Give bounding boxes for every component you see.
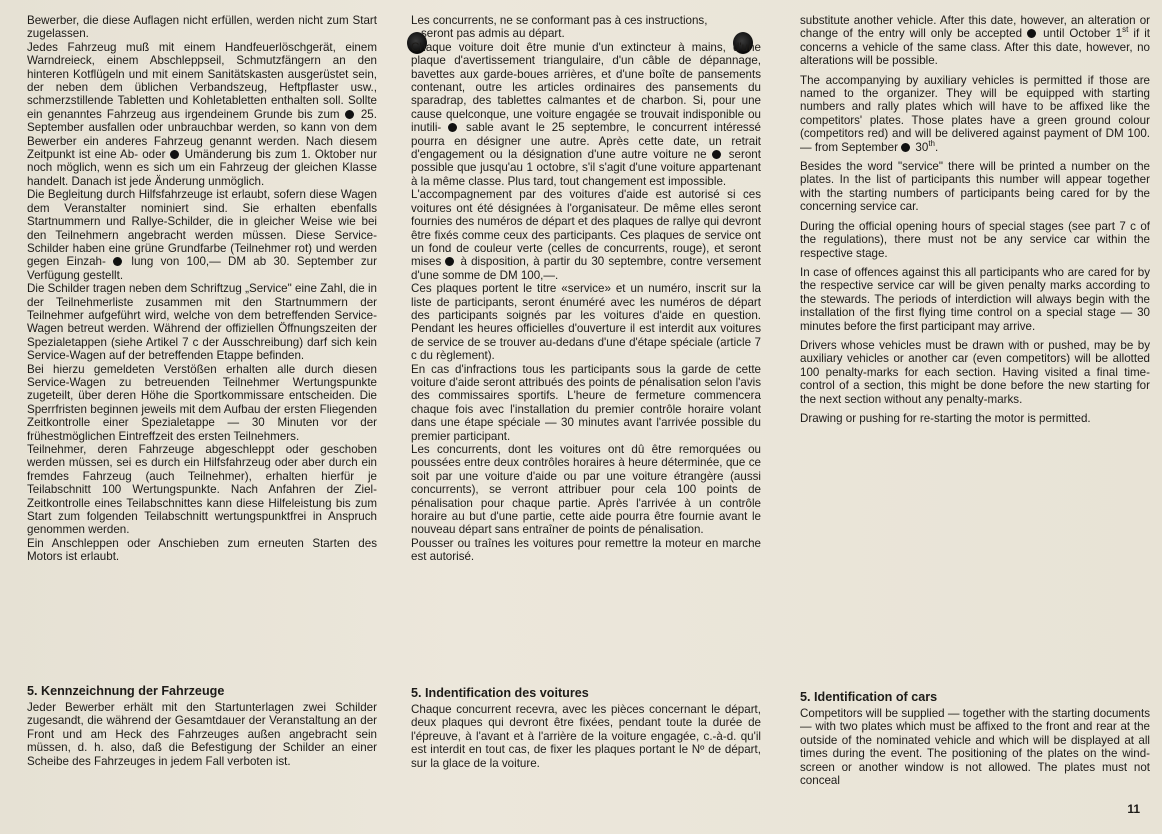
bullet-icon [448, 123, 457, 132]
page-number: 11 [1127, 802, 1140, 816]
paragraph: L'accompagnement par des voitures d'aide est autorisé si ces voitures ont été désignées à l'organisateur. De même elles seront fournies des numéros de départ et des plaques de rallye qui devront être fixés comme ceux des participants. Ces plaques de service ont un fond de couleur verte (celles de concurrents, rouge), et seront mises à disposition, à partir du 30 septembre, contre versement d'une somme de DM 100,—. [411, 188, 761, 282]
paragraph: Jedes Fahrzeug muß mit einem Handfeuerlöschgerät, einem Warndreieck, einem Abschleppseil, Schmutzfängern an den hinteren Kotflügeln und mit einem Sanitätskasten ausgerüstet sein, der neben dem üblichen Verbandszeug, Heftpflaster usw., schmerzstillende Tabletten und Kohletabletten enthalten soll. Sollte ein genanntes Fahrzeug aus irgendeinem Grunde bis zum 25. September ausfallen oder unbrauchbar werden, so kann von dem Bewerber ein anderes Fahrzeug genannt werden. Nach diesem Zeitpunkt ist eine Ab- oder Umänderung bis zum 1. Oktober nur noch möglich, wenn es sich um ein Fahrzeug der gleichen Klasse handelt. Danach ist jede Änderung unmöglich. [27, 40, 377, 188]
paragraph: substitute another vehicle. After this date, however, an alteration or change of the entry will only be accepted until October 1st if it concerns a vehicle of the same class. After this date, however, no alterations will be possible. [800, 14, 1150, 68]
paragraph: Drivers whose vehicles must be drawn with or pushed, may be by auxiliary vehicles or another car (even competitors) will be allotted 100 penalty-marks for each section. Having visited a final time-control of a section, this might be done before the new starting for the next section without any penalty-marks. [800, 338, 1150, 406]
bullet-icon [113, 257, 122, 266]
paragraph: In case of offences against this all participants who are cared for by the respective service car will be given penalty marks according to the stewards. The periods of interdiction will always begin with the installation of the first flying time control on a special stage — 30 minutes before the first participant may arrive. [800, 265, 1150, 333]
paragraph: Besides the word "service" there will be printed a number on the plates. In the list of participants this number will appear together with the starting numbers of participants being cared for by the concerning service car. [800, 160, 1150, 214]
section-text: Competitors will be supplied — together with the starting documents — with two plates which must be affixed to the front and rear at the outside of the nominated vehicle and which will be displayed at all times during the event. The positioning of the plates on the wind-screen or another window is not allowed. The plates must not conceal [800, 707, 1150, 788]
paragraph: Die Schilder tragen neben dem Schriftzug „Service" eine Zahl, die in der Teilnehmerliste zusammen mit den Startnummern der Teilnehmer aufgeführt wird, welche von dem betreffenden Service-Wagen betreut werden. Während der offiziellen Öffnungszeiten der Spezialetappen (siehe Artikel 7 c der Ausschreibung) darf sich kein Service-Wagen auf der betreffenden Etappe befinden. [27, 282, 377, 363]
bullet-icon [712, 150, 721, 159]
paragraph: Die Begleitung durch Hilfsfahrzeuge ist erlaubt, sofern diese Wagen dem Veranstalter nominiert sind. Sie erhalten ebenfalls Startnummern und Rallye-Schilder, die in gleicher Weise wie bei den Teilnehmern angebracht werden müssen. Diese Service-Schilder haben eine grüne Grundfarbe (Teilnehmer rot) und werden gegen Einzah- lung von 100,— DM ab 30. September zur Verfügung gestellt. [27, 188, 377, 282]
column-french [411, 14, 761, 564]
bullet-icon [1027, 29, 1036, 38]
column-german [27, 14, 377, 564]
paragraph: Pousser ou traînes les voitures pour remettre la moteur en marche est autorisé. [411, 536, 761, 564]
paragraph: Teilnehmer, deren Fahrzeuge abgeschleppt oder geschoben werden müssen, sei es durch ein Hilfsfahrzeug oder aber durch ein fremdes Fahrzeug (auch Teilnehmer), erhalten hierfür je Teilabschnitt 100 Wertungspunkte. Nach Anfahren der Ziel-Zeitkontrolle eines Teilabschnittes kann diese Hilfeleistung bis zum Start zum folgenden Teilabschnitt wertungspunktfrei in Anspruch genommen werden. [27, 443, 377, 537]
paragraph: The accompanying by auxiliary vehicles is permitted if those are named to the organizer. They will be equipped with starting numbers and rally plates which will have to be affixed like the competitors' plates. Those plates have a green ground colour (competitors red) and will be delivered against payment of DM 100.— from September 30th. [800, 73, 1150, 154]
section-text: Chaque concurrent recevra, avec les pièces concernant le départ, deux plaques qui devront être fixées, pendant toute la durée de l'épreuve, à l'avant et à l'arrière de la voiture engagée, c.-à-d. qu'il est interdit en tout cas, de fixer les plaques portant le Nº de départ, sur la glace de la voiture. [411, 703, 761, 770]
paragraph: En cas d'infractions tous les participants sous la garde de cette voiture d'aide seront attribués des points de pénalisation selon l'avis des commissaires sportifs. L'heure de fermeture commencera chaque fois avec l'installation du premier contrôle horaire volant dans une étape spéciale — 30 minutes avant l'arrivée possible du premier participant. [411, 362, 761, 443]
bullet-icon [901, 143, 910, 152]
paragraph: Chaque voiture doit être munie d'un extincteur à mains, d'une plaque d'avertissement triangulaire, d'un câble de dépannage, bavettes aux garde-boues arrières, et d'une boîte de pansements contenant, outre les articles ordinaires des pansements du sparadrap, des tablettes calmantes et de charbon. Si, pour une cause quelconque, une voiture engagée se trouvait indisponible ou inutili- sable avant le 25 septembre, le concurrent intéressé pourra en désigner une autre. Après cette date, un retrait d'engagement ou la désignation d'une autre voiture ne seront possible que jusqu'au 1 octobre, s'il s'agit d'une voiture appartenant à la même classe. Plus tard, tout changement est impossible. [411, 40, 761, 188]
section-french [411, 686, 761, 770]
section-heading: 5. Indentification des voitures [411, 686, 589, 700]
section-english [800, 690, 1150, 787]
bullet-icon [345, 110, 354, 119]
paragraph: Les concurrents, dont les voitures ont dû être remorquées ou poussées entre deux contrôles horaires à heure déterminée, que ce soit par une voiture d'aide ou par une voiture étrangère (aussi concurrents), se verront attribuer pour cela 100 points de pénalisation pour chaque partie. Après l'arrivée à un contrôle horaire au but d'une partie, cette aide pourra être fournie avant le nouveau départ sans entraîner de points de pénalisation. [411, 443, 761, 537]
paragraph: Ces plaques portent le titre «service» et un numéro, inscrit sur la liste de participants, seront énuméré avec les numéros de départ des participants soignés par les voitures d'aide en question. Pendant les heures officielles d'ouverture il est interdit aux voitures de service de se trouver au-dedans d'une d'étape spéciale (article 7 c du règlement). [411, 282, 761, 363]
paragraph: During the official opening hours of special stages (see part 7 c of the regulations), there must not be any service car within the respective stage. [800, 219, 1150, 260]
bullet-icon [445, 257, 454, 266]
section-german [27, 684, 377, 768]
section-heading: 5. Identification of cars [800, 690, 938, 704]
bullet-icon [170, 150, 179, 159]
paragraph: Les concurrents, ne se conformant pas à ces instructions, seront pas admis au départ. [411, 14, 708, 41]
paragraph: Ein Anschleppen oder Anschieben zum erneuten Starten des Motors ist erlaubt. [27, 536, 377, 564]
paragraph: Bewerber, die diese Auflagen nicht erfüllen, werden nicht zum Start zugelassen. [27, 14, 377, 41]
column-english [800, 14, 1150, 431]
paragraph: Drawing or pushing for re-starting the motor is permitted. [800, 411, 1091, 425]
paragraph: Bei hierzu gemeldeten Verstößen erhalten alle durch diesen Service-Wagen zu betreuenden Teilnehmer Wertungspunkte zugeteilt, über deren Höhe die Sportkommissare entscheiden. Die Sperrfristen beginnen jeweils mit dem Aufbau der ersten Fliegenden Zeitkontrolle einer Spezialetappe — 30 Minuten vor der frühestmöglichen Eintreffzeit des ersten Teilnehmers. [27, 362, 377, 443]
section-heading: 5. Kennzeichnung der Fahrzeuge [27, 684, 225, 698]
section-text: Jeder Bewerber erhält mit den Startunterlagen zwei Schilder zugesandt, die während der Gesamtdauer der Veranstaltung an der Front und am Heck des Fahrzeuges außen angebracht sein müssen, d. h. also, daß die Befestigung der Schilder an einer Scheibe des Fahrzeuges in jedem Fall verboten ist. [27, 701, 377, 768]
